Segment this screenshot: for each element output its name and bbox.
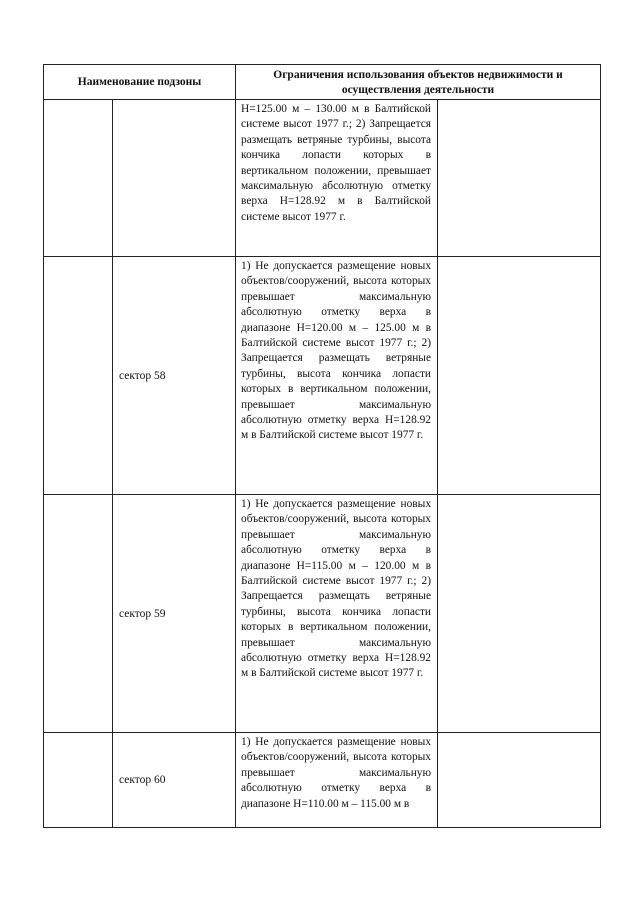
restriction-text: 1) Не допускается размещение новых объектов/сооружений, высота которых превышает максимальную абсолютную отметку верха в диапазоне H=110.00 м – 115.00 м в — [241, 736, 432, 810]
table-row — [44, 495, 601, 733]
sector-cell — [113, 100, 236, 257]
sector-cell: сектор 60 — [113, 733, 236, 828]
restriction-text: 1) Не допускается размещение новых объектов/сооружений, высота которых превышает максимальную абсолютную отметку верха в диапазоне H=115.00 м – 120.00 м в Балтийской системе высот 1977 г.; 2) Запрещается размещать ветряные турбины, высота кончика лопасти которых в вертикальном положении, превышает максимальную абсолютную отметку верха H=128.92 м в Балтийской системе высот 1977 г. — [236, 495, 438, 733]
sector-cell: сектор 59 — [113, 495, 236, 733]
table-row — [44, 100, 601, 257]
table-row — [44, 733, 601, 828]
header-subzone-name: Наименование подзоны — [44, 65, 236, 100]
empty-cell — [44, 257, 113, 495]
restriction-text-cell — [236, 733, 438, 828]
sector-cell: сектор 58 — [113, 257, 236, 495]
restrictions-table — [43, 64, 601, 828]
empty-cell — [438, 100, 601, 257]
empty-cell — [44, 495, 113, 733]
empty-cell — [44, 100, 113, 257]
restriction-text: 1) Не допускается размещение новых объектов/сооружений, высота которых превышает максимальную абсолютную отметку верха в диапазоне H=120.00 м – 125.00 м в Балтийской системе высот 1977 г.; 2) Запрещается размещать ветряные турбины, высота кончика лопасти которых в вертикальном положении, превышает максимальную абсолютную отметку верха H=128.92 м в Балтийской системе высот 1977 г. — [236, 257, 438, 495]
table-row — [44, 257, 601, 495]
empty-cell — [438, 733, 601, 828]
restriction-text: H=125.00 м – 130.00 м в Балтийской системе высот 1977 г.; 2) Запрещается размещать ветряные турбины, высота кончика лопасти которых в вертикальном положении, превышает максимальную абсолютную отметку верха H=128.92 м в Балтийской системе высот 1977 г. — [236, 100, 438, 257]
header-restrictions: Ограничения использования объектов недвижимости и осуществления деятельности — [236, 65, 601, 100]
empty-cell — [44, 733, 113, 828]
empty-cell — [438, 495, 601, 733]
empty-cell — [438, 257, 601, 495]
table-header-row — [44, 65, 601, 100]
